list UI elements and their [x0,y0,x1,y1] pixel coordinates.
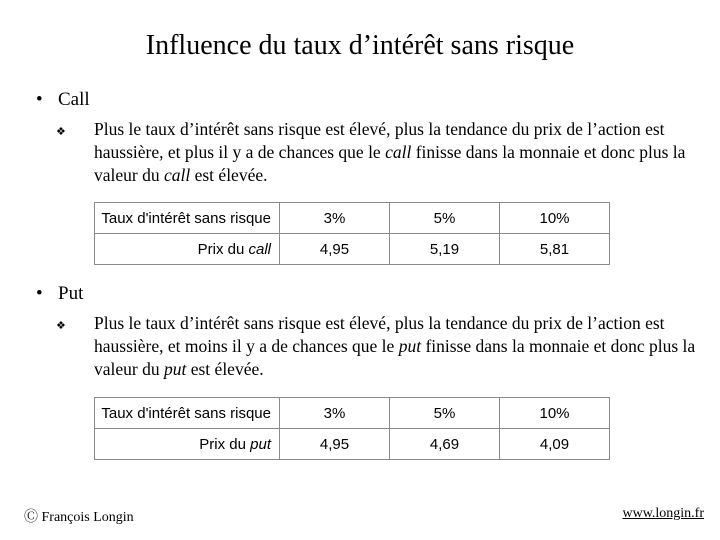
call-heading: Call [58,89,90,110]
put-text-italic-1: put [398,336,422,356]
put-paragraph [56,312,696,381]
copyright-icon: Ⓒ [24,510,38,525]
bullet-put [36,282,83,306]
slide-title: Influence du taux d’intérêt sans risque [145,30,575,61]
rate-cell: 10% [500,203,610,234]
table-row [95,234,610,265]
put-text-3: est élevée. [186,359,264,379]
price-cell: 4,95 [280,429,390,460]
price-cell: 5,81 [500,234,610,265]
rate-row-label: Taux d'intérêt sans risque [95,398,280,429]
table-row [95,203,610,234]
rate-cell: 5% [390,398,500,429]
price-cell: 5,19 [390,234,500,265]
table-row [95,398,610,429]
bullet-call [36,88,90,112]
bullet-dot-icon: • [36,89,43,110]
put-heading: Put [58,283,84,304]
rate-cell: 3% [280,203,390,234]
footer-author [24,506,134,526]
call-text-1: Plus le taux d’intérêt sans risque est élevé, plus la tendance du prix de l’action est haussière, et plus il y a de chances que le [94,119,665,162]
table-row [95,429,610,460]
put-text-italic-2: put [163,359,187,379]
footer-website-link[interactable]: www.longin.fr [622,506,704,521]
put-rate-table [94,397,610,460]
call-rate-table [94,202,610,265]
price-cell: 4,95 [280,234,390,265]
put-text-2: finisse dans la monnaie et donc plus la valeur du [94,336,696,379]
price-row-label: Prix du put [95,429,280,460]
rate-cell: 10% [500,398,610,429]
call-text-3: est élevée. [190,165,268,185]
diamond-bullet-icon: ❖ [56,126,66,138]
call-text-2: finisse dans la monnaie et donc plus la valeur du [94,142,686,185]
bullet-dot-icon: • [36,283,43,304]
rate-row-label: Taux d'intérêt sans risque [95,203,280,234]
call-text-italic-2: call [163,165,191,185]
price-row-label: Prix du call [95,234,280,265]
call-text-italic-1: call [385,142,412,162]
diamond-bullet-icon: ❖ [56,320,66,332]
put-text-1: Plus le taux d’intérêt sans risque est élevé, plus la tendance du prix de l’action est haussière, et moins il y a de chances que le [94,313,665,356]
author-name: François Longin [41,510,134,525]
rate-cell: 5% [390,203,500,234]
price-cell: 4,69 [390,429,500,460]
call-paragraph [56,118,696,187]
price-cell: 4,09 [500,429,610,460]
rate-cell: 3% [280,398,390,429]
